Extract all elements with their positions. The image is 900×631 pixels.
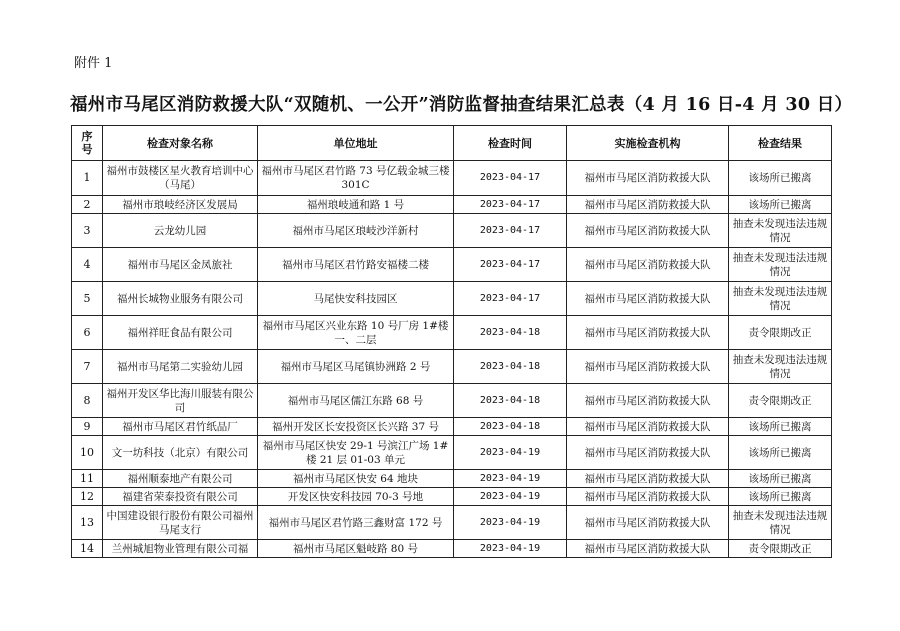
cell-result: 该场所已搬离 <box>729 488 832 506</box>
cell-seq: 6 <box>72 316 103 350</box>
cell-result: 该场所已搬离 <box>729 418 832 436</box>
table-header-row <box>72 126 832 161</box>
cell-result: 抽查未发现违法违规情况 <box>729 214 832 248</box>
header-result: 检查结果 <box>729 126 832 161</box>
cell-date: 2023-04-19 <box>454 436 567 470</box>
cell-date: 2023-04-18 <box>454 384 567 418</box>
cell-name: 福州市马尾第二实验幼儿园 <box>103 350 258 384</box>
table-row <box>72 506 832 540</box>
cell-result: 该场所已搬离 <box>729 161 832 196</box>
cell-date: 2023-04-17 <box>454 196 567 214</box>
table-row <box>72 488 832 506</box>
cell-org: 福州市马尾区消防救援大队 <box>567 282 729 316</box>
cell-result: 责令限期改正 <box>729 316 832 350</box>
table-row <box>72 540 832 558</box>
cell-result: 抽查未发现违法违规情况 <box>729 350 832 384</box>
cell-org: 福州市马尾区消防救援大队 <box>567 350 729 384</box>
cell-seq: 3 <box>72 214 103 248</box>
header-date: 检查时间 <box>454 126 567 161</box>
cell-seq: 1 <box>72 161 103 196</box>
table-row <box>72 248 832 282</box>
cell-address: 福州市马尾区君竹路 73 号亿载金城三楼 301C <box>258 161 454 196</box>
cell-name: 文一坊科技（北京）有限公司 <box>103 436 258 470</box>
cell-result: 抽查未发现违法违规情况 <box>729 506 832 540</box>
cell-name: 中国建设银行股份有限公司福州马尾支行 <box>103 506 258 540</box>
cell-seq: 4 <box>72 248 103 282</box>
cell-seq: 13 <box>72 506 103 540</box>
cell-seq: 7 <box>72 350 103 384</box>
cell-result: 责令限期改正 <box>729 384 832 418</box>
cell-address: 福州市马尾区琅岐沙洋新村 <box>258 214 454 248</box>
cell-address: 马尾快安科技园区 <box>258 282 454 316</box>
cell-seq: 2 <box>72 196 103 214</box>
cell-address: 福州市马尾区君竹路安福楼二楼 <box>258 248 454 282</box>
cell-name: 福建省荣泰投资有限公司 <box>103 488 258 506</box>
cell-date: 2023-04-17 <box>454 248 567 282</box>
cell-address: 福州市马尾区马尾镇协洲路 2 号 <box>258 350 454 384</box>
cell-address: 福州开发区长安投资区长兴路 37 号 <box>258 418 454 436</box>
cell-org: 福州市马尾区消防救援大队 <box>567 248 729 282</box>
cell-seq: 5 <box>72 282 103 316</box>
cell-result: 抽查未发现违法违规情况 <box>729 248 832 282</box>
cell-org: 福州市马尾区消防救援大队 <box>567 436 729 470</box>
cell-address: 福州市马尾区快安 64 地块 <box>258 470 454 488</box>
cell-seq: 10 <box>72 436 103 470</box>
cell-result: 该场所已搬离 <box>729 470 832 488</box>
cell-name: 福州市马尾区君竹纸品厂 <box>103 418 258 436</box>
cell-date: 2023-04-19 <box>454 470 567 488</box>
cell-seq: 11 <box>72 470 103 488</box>
table-row <box>72 161 832 196</box>
cell-date: 2023-04-18 <box>454 316 567 350</box>
cell-date: 2023-04-19 <box>454 540 567 558</box>
table-row <box>72 196 832 214</box>
header-org: 实施检查机构 <box>567 126 729 161</box>
header-seq: 序号 <box>72 126 103 161</box>
cell-date: 2023-04-17 <box>454 161 567 196</box>
cell-org: 福州市马尾区消防救援大队 <box>567 384 729 418</box>
cell-org: 福州市马尾区消防救援大队 <box>567 506 729 540</box>
cell-date: 2023-04-18 <box>454 350 567 384</box>
cell-name: 福州市马尾区金凤旅社 <box>103 248 258 282</box>
cell-date: 2023-04-17 <box>454 214 567 248</box>
cell-address: 开发区快安科技园 70-3 号地 <box>258 488 454 506</box>
cell-date: 2023-04-19 <box>454 506 567 540</box>
cell-address: 福州市马尾区兴业东路 10 号厂房 1#楼一、二层 <box>258 316 454 350</box>
cell-date: 2023-04-17 <box>454 282 567 316</box>
cell-org: 福州市马尾区消防救援大队 <box>567 470 729 488</box>
cell-seq: 8 <box>72 384 103 418</box>
cell-org: 福州市马尾区消防救援大队 <box>567 214 729 248</box>
page-title: 福州市马尾区消防救援大队“双随机、一公开”消防监督抽查结果汇总表（4 月 16 日-4 月 30 日） <box>70 95 853 115</box>
table-row <box>72 214 832 248</box>
table-row <box>72 282 832 316</box>
cell-org: 福州市马尾区消防救援大队 <box>567 316 729 350</box>
table-row <box>72 350 832 384</box>
cell-org: 福州市马尾区消防救援大队 <box>567 540 729 558</box>
cell-name: 福州顺泰地产有限公司 <box>103 470 258 488</box>
cell-name: 云龙幼儿园 <box>103 214 258 248</box>
cell-address: 福州市马尾区君竹路三鑫财富 172 号 <box>258 506 454 540</box>
table-row <box>72 418 832 436</box>
cell-seq: 9 <box>72 418 103 436</box>
header-name: 检查对象名称 <box>103 126 258 161</box>
cell-date: 2023-04-18 <box>454 418 567 436</box>
cell-seq: 14 <box>72 540 103 558</box>
cell-org: 福州市马尾区消防救援大队 <box>567 196 729 214</box>
cell-result: 该场所已搬离 <box>729 436 832 470</box>
cell-name: 福州祥旺食品有限公司 <box>103 316 258 350</box>
cell-result: 责令限期改正 <box>729 540 832 558</box>
cell-address: 福州市马尾区魁岐路 80 号 <box>258 540 454 558</box>
cell-seq: 12 <box>72 488 103 506</box>
cell-address: 福州市马尾区儒江东路 68 号 <box>258 384 454 418</box>
cell-name: 兰州城旭物业管理有限公司福 <box>103 540 258 558</box>
table-row <box>72 316 832 350</box>
cell-name: 福州开发区华比海川服装有限公司 <box>103 384 258 418</box>
inspection-results-table <box>71 125 832 558</box>
table-row <box>72 436 832 470</box>
table-row <box>72 470 832 488</box>
cell-name: 福州长城物业服务有限公司 <box>103 282 258 316</box>
table-body <box>72 161 832 558</box>
cell-org: 福州市马尾区消防救援大队 <box>567 418 729 436</box>
header-address: 单位地址 <box>258 126 454 161</box>
cell-org: 福州市马尾区消防救援大队 <box>567 161 729 196</box>
cell-result: 抽查未发现违法违规情况 <box>729 282 832 316</box>
cell-org: 福州市马尾区消防救援大队 <box>567 488 729 506</box>
cell-date: 2023-04-19 <box>454 488 567 506</box>
cell-name: 福州市鼓楼区星火教育培训中心（马尾） <box>103 161 258 196</box>
cell-address: 福州市马尾区快安 29-1 号滨江广场 1#楼 21 层 01-03 单元 <box>258 436 454 470</box>
cell-name: 福州市琅岐经济区发展局 <box>103 196 258 214</box>
table-row <box>72 384 832 418</box>
attachment-label: 附件 1 <box>74 56 113 71</box>
cell-address: 福州琅岐通和路 1 号 <box>258 196 454 214</box>
cell-result: 该场所已搬离 <box>729 196 832 214</box>
